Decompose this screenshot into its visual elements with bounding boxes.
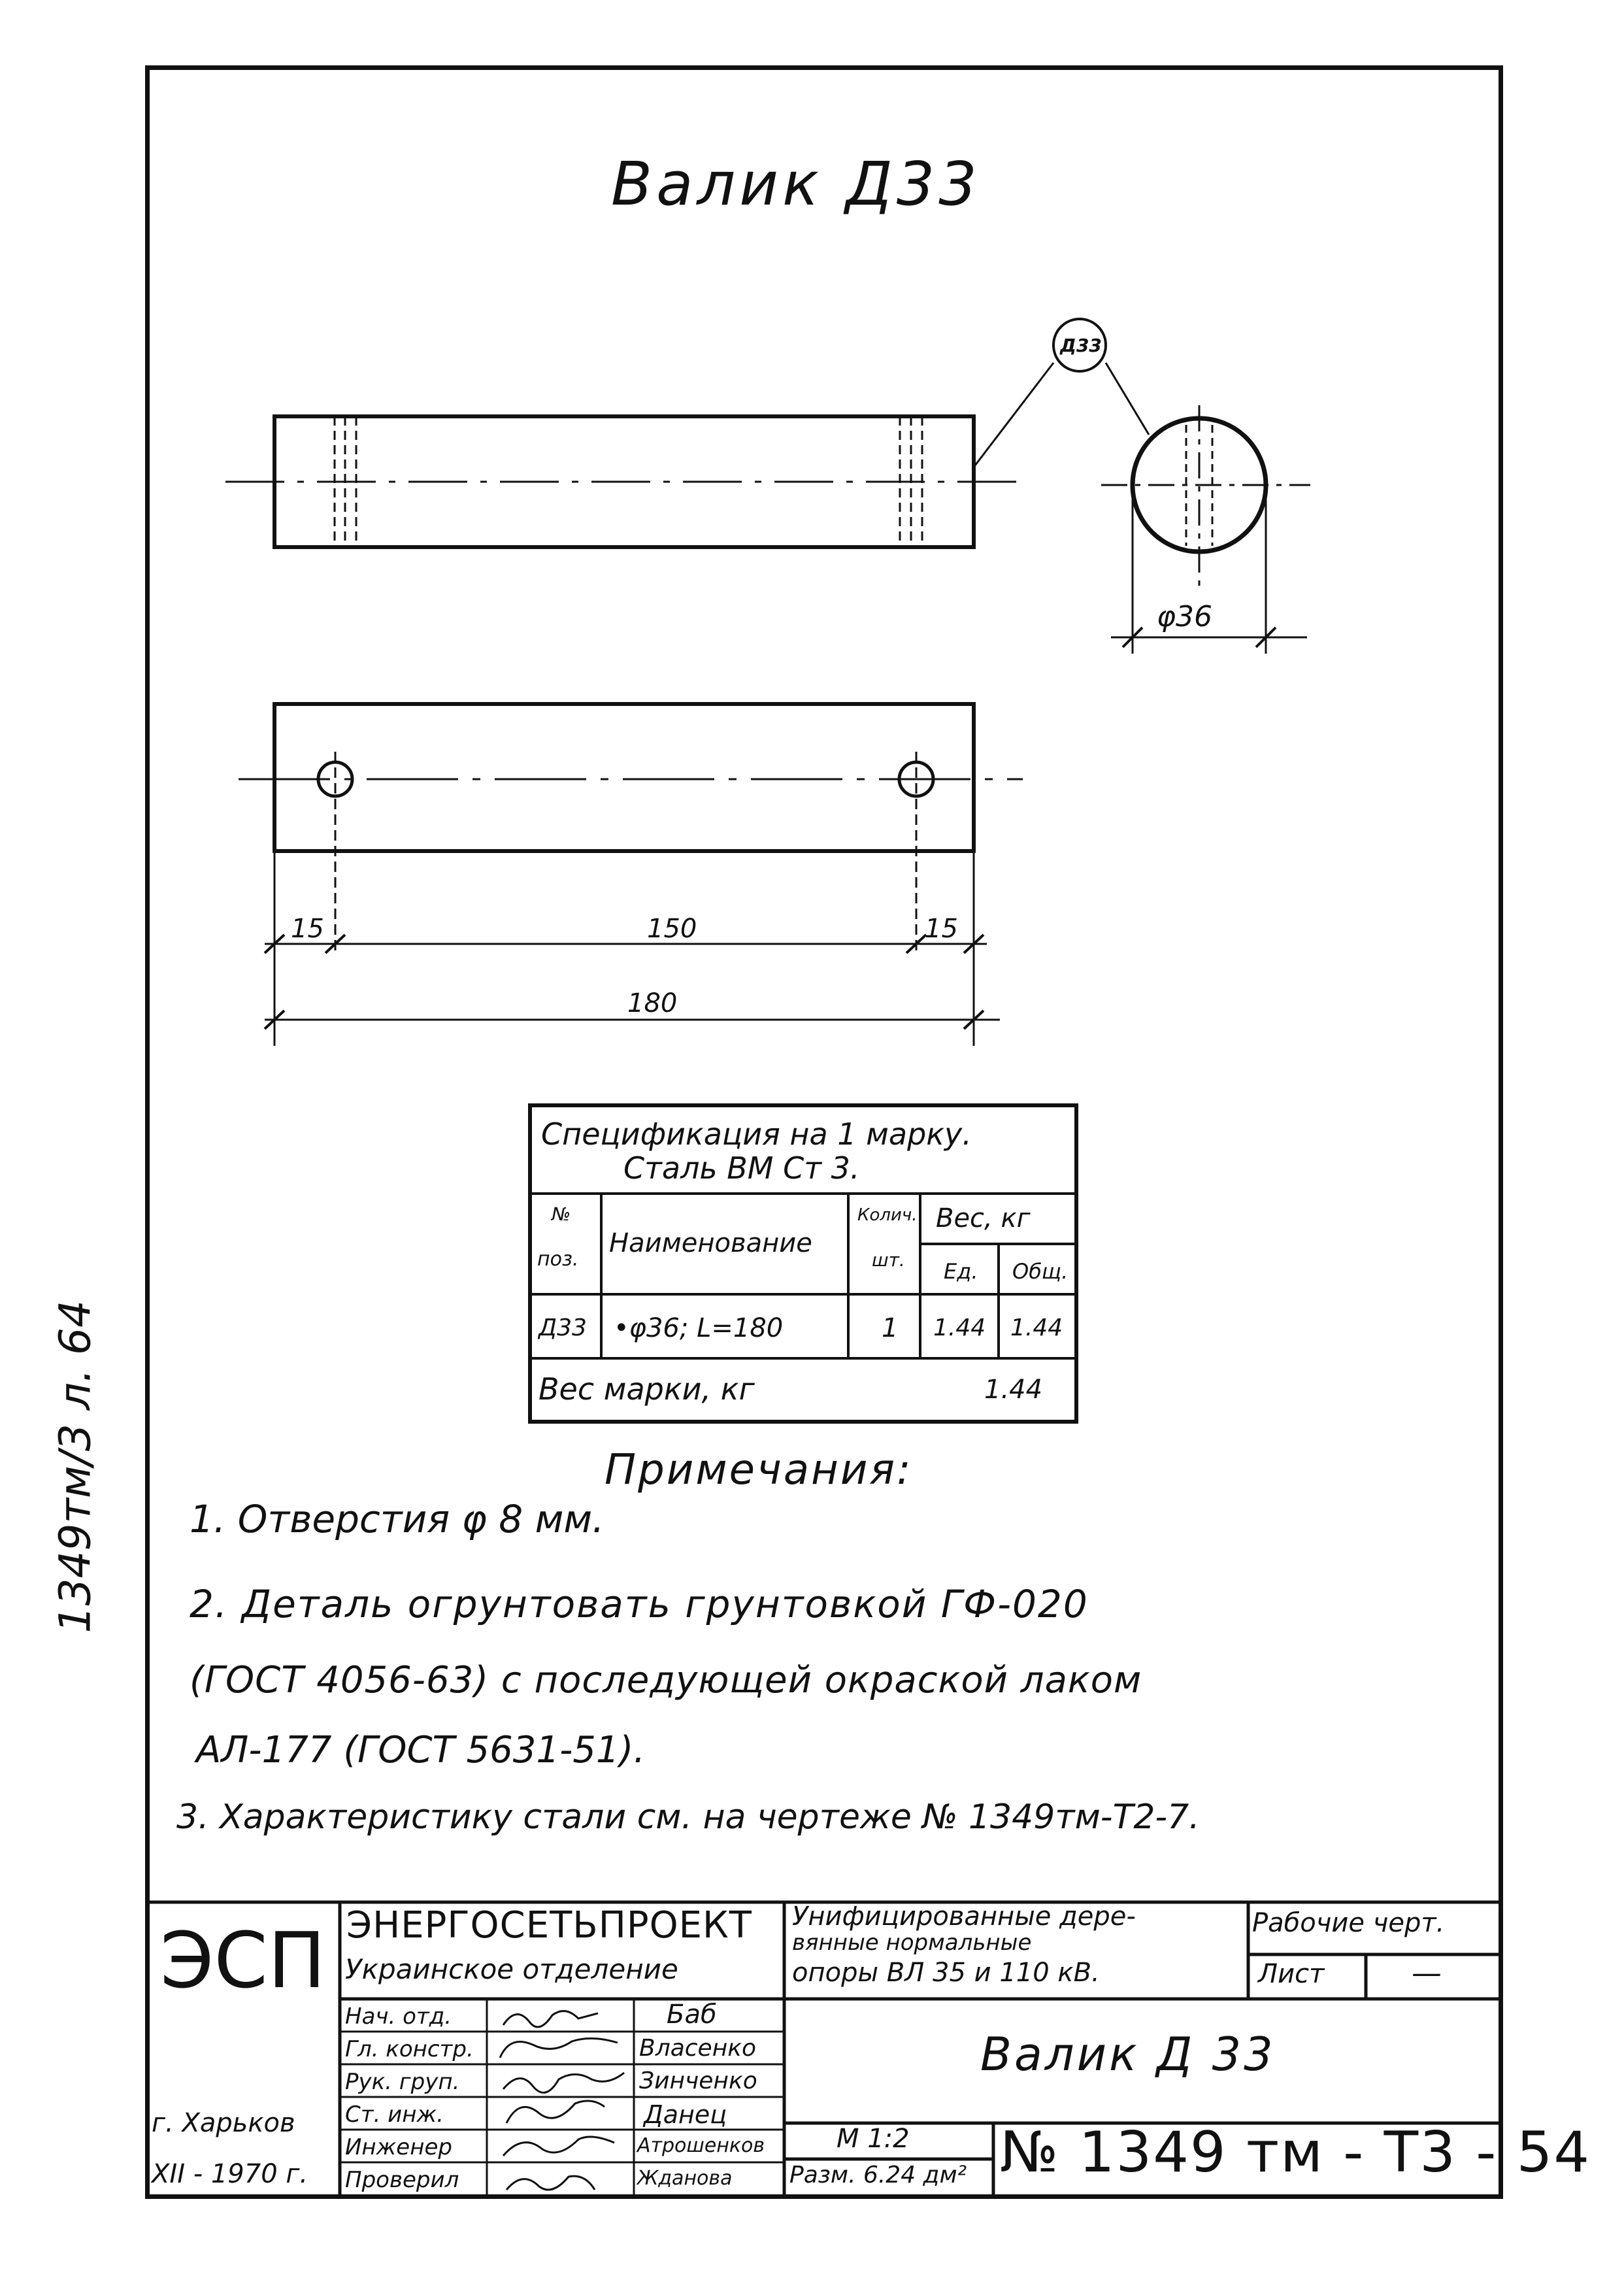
stage-label: Рабочие черт.	[1252, 1908, 1445, 1938]
spec-title-2: Сталь ВМ Ст 3.	[623, 1150, 860, 1186]
spec-row-unit: 1.44	[933, 1315, 986, 1341]
name-4: Данец	[644, 2100, 727, 2129]
spec-col-pos-1: №	[552, 1203, 571, 1225]
notes-heading: Примечания:	[605, 1446, 913, 1494]
note-3: 3. Характеристику стали см. на чертеже № 1349тм-Т2-7.	[176, 1798, 1200, 1837]
scale: М 1:2	[837, 2124, 910, 2154]
project-line-1: Унифицированные дере-	[792, 1901, 1136, 1932]
spec-row-qty: 1	[882, 1313, 899, 1343]
city: г. Харьков	[152, 2108, 295, 2138]
note-1: 1. Отверстия φ 8 мм.	[190, 1497, 605, 1541]
note-2-cont-2: АЛ-177 (ГОСТ 5631-51).	[196, 1729, 646, 1771]
project-line-2: вянные нормальные	[792, 1930, 1032, 1956]
org-name: ЭНЕРГОСЕТЬПРОЕКТ	[346, 1904, 753, 1947]
note-2-cont-1: (ГОСТ 4056-63) с последующей окраской лаком	[190, 1659, 1142, 1701]
callout-label: Д33	[1060, 335, 1102, 356]
role-4: Ст. инж.	[345, 2102, 444, 2128]
side-note: 1349тм/3 л. 64	[50, 1299, 101, 1633]
spec-row-total: 1.44	[1010, 1315, 1063, 1341]
date: XII - 1970 г.	[152, 2159, 308, 2189]
dim-total-label: 180	[627, 988, 678, 1018]
org-dept: Украинское отделение	[345, 1953, 678, 1985]
spec-row-pos: Д33	[539, 1315, 587, 1341]
spec-col-weight: Вес, кг	[936, 1203, 1031, 1233]
signature-5	[503, 2137, 614, 2156]
note-2: 2. Деталь огрунтовать грунтовкой ГФ-020	[190, 1582, 1089, 1626]
spec-col-qty-2: шт.	[872, 1249, 905, 1271]
sheet-label: Лист	[1258, 1959, 1325, 1989]
spec-col-name: Наименование	[609, 1228, 812, 1258]
signature-6	[506, 2176, 595, 2190]
signature-3	[503, 2073, 624, 2092]
project-line-3: опоры ВЛ 35 и 110 кВ.	[792, 1958, 1100, 1988]
role-2: Гл. констр.	[345, 2036, 474, 2062]
name-1: Баб	[667, 2000, 717, 2030]
signature-1	[503, 2011, 598, 2027]
role-6: Проверил	[345, 2167, 459, 2193]
diameter-label: φ36	[1157, 600, 1213, 633]
signature-4	[506, 2101, 605, 2123]
signature-2	[500, 2038, 618, 2058]
drawing-name: Валик Д 33	[980, 2028, 1276, 2081]
spec-col-unit: Ед.	[944, 1259, 978, 1284]
name-2: Власенко	[639, 2035, 757, 2062]
spec-row-name: •φ36; L=180	[614, 1313, 784, 1343]
document-number: № 1349 тм - Т3 - 54	[1000, 2120, 1591, 2185]
sheet-value: —	[1412, 1955, 1442, 1990]
role-1: Нач. отд.	[345, 2003, 452, 2030]
name-5: Атрошенков	[637, 2134, 765, 2157]
logo: ЭСП	[160, 1915, 326, 2005]
drawing-title: Валик Д33	[611, 149, 981, 219]
dim-middle-label: 150	[647, 914, 697, 944]
spec-footer-value: 1.44	[984, 1375, 1043, 1405]
spec-footer-label: Вес марки, кг	[539, 1371, 755, 1407]
spec-col-pos-2: поз.	[537, 1248, 579, 1271]
spec-title-1: Спецификация на 1 марку.	[541, 1116, 972, 1152]
spec-col-total: Общ.	[1012, 1259, 1069, 1284]
spec-col-qty-1: Колич.	[857, 1205, 918, 1225]
role-5: Инженер	[345, 2134, 452, 2160]
name-6: Ждановa	[637, 2167, 733, 2190]
role-3: Рук. груп.	[345, 2069, 460, 2095]
sheet-size: Разм. 6.24 дм²	[789, 2162, 967, 2188]
dim-left-label: 15	[291, 914, 324, 944]
name-3: Зинченко	[639, 2068, 757, 2094]
dim-right-label: 15	[925, 914, 958, 944]
